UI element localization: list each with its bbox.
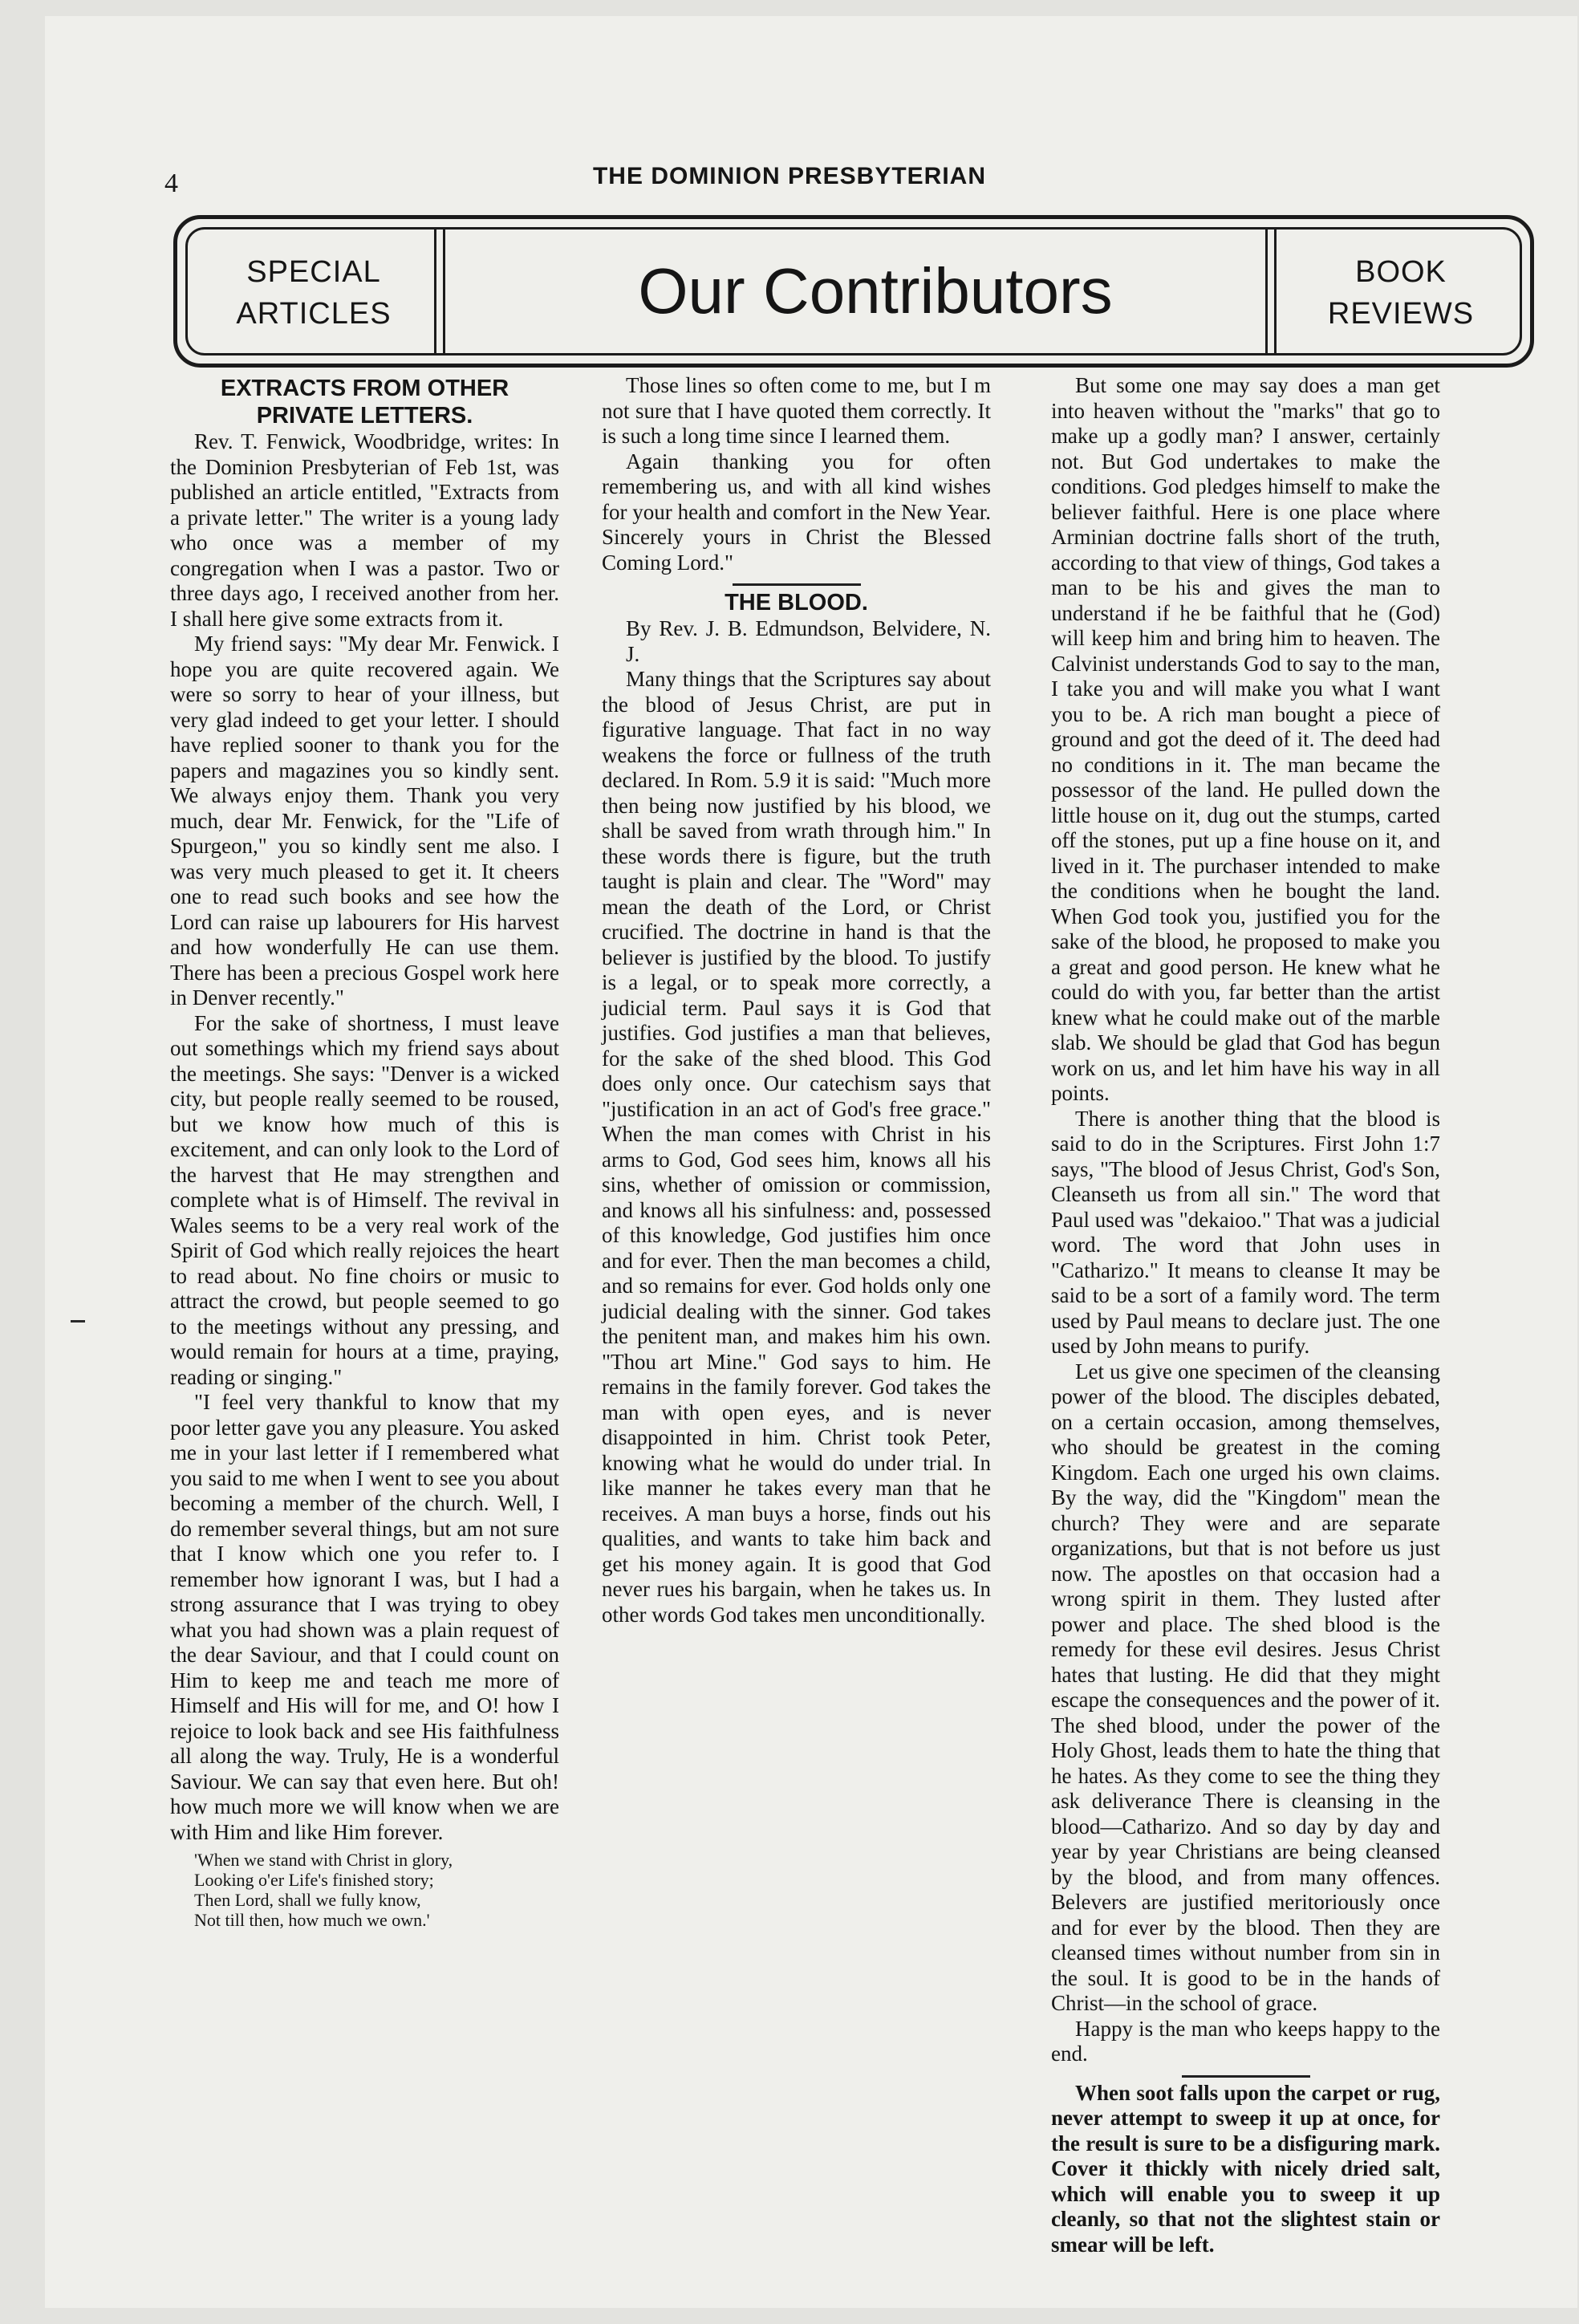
poem xyxy=(170,1850,559,1930)
banner-left-label xyxy=(193,251,434,335)
margin-mark xyxy=(71,1320,85,1322)
banner-left-line: SPECIAL xyxy=(246,255,381,289)
section-rule xyxy=(1182,2075,1310,2078)
paragraph: Many things that the Scriptures say about the blood of Jesus Christ, are put in figurative language. That fact in no way weakens the force or fullness of the truth declared. In Rom. 5.9 it is said: "Much more then being now justified by his blood, we shall be saved from wrath through him." In these words there is figure, but the truth taught is plain and clear. The "Word" may mean the death of the Lord, or Christ crucified. The doctrine in hand is that the believer is justified by the blood. To justify is a legal, or to speak more correctly, a judicial term. Paul says it is God that justifies. God justifies a man that believes, for the sake of the shed blood. This God does only once. Our catechism says that "justification in an act of God's free grace." When the man comes with Christ in his arms to God, God sees him, knows all his sins, whether of omission or commission, and knows all his sinfulness: and, possessed of this knowledge, God justifies him once and for ever. Then the man becomes a child, and so remains for ever. God holds only one judicial dealing with the sinner. God takes the penitent man, and makes him his own. "Thou art Mine." God says to him. He remains in the family forever. God takes the man with open eyes, and is never disappointed in him. Christ took Peter, knowing what he would do under trial. In like manner he takes every man that he receives. A man buys a horse, finds out his qualities, and wants to take him back and get his money again. It is good that God never rues his bargain, when he takes us. In other words God takes men unconditionally. xyxy=(602,667,991,1627)
paragraph: But some one may say does a man get into heaven without the "marks" that go to make up a godly man? I answer, certainly not. But God undertakes to make the conditions. God pledges himself to make the believer faithful. Here is one place where Arminian doctrine falls short of the truth, according to that view of things, God takes a man to be his and gives the man to understand if he be faithful that he (God) will keep him and bring him to heaven. The Calvinist understands God to say to the man, I take you and will make you what I want you to be. A rich man bought a piece of ground and got the deed of it. The deed had no conditions in it. The man became the possessor of the land. He pulled down the little house on it, dug out the stumps, carted off the stones, put up a fine house on it, and lived in it. The purchaser intended to make the conditions when he bought the land. When God took you, justified you for the sake of the blood, he proposed to make you a great and good person. He knew what he could do with you, far better than the artist knew what he could make out of the marble slab. We should be glad that God has begun work on us, and let him have his way in all points. xyxy=(1051,373,1440,1105)
banner-divider-right xyxy=(1265,227,1277,356)
page-number: 4 xyxy=(164,169,178,198)
article-heading: EXTRACTS FROM OTHER PRIVATE LETTERS. xyxy=(220,376,509,429)
banner-right-line: BOOK xyxy=(1355,255,1447,289)
paragraph: My friend says: "My dear Mr. Fenwick. I hope you are quite recovered again. We were so sorry to hear of your illness, but very glad indeed to get your letter. I should have replied sooner to thank you for the papers and magazines you so kindly sent. We always enjoy them. Thank you very much, dear Mr. Fenwick, for the "Life of Spurgeon," you so kindly sent me also. I was very much pleased to get it. It cheers one to read such books and see how the Lord can raise up labourers for His harvest and how wonderfully He can use them. There has been a precious Gospel work here in Denver recently." xyxy=(170,632,559,1010)
banner-right-label xyxy=(1281,251,1521,335)
banner-left-line: ARTICLES xyxy=(236,297,392,331)
paragraph: When soot falls upon the carpet or rug, never attempt to sweep it up at once, for the result is sure to be a disfiguring mark. Cover it thickly with nicely dried salt, which will enable you to sweep it up cleanly, so that not the slightest stain or smear will be left. xyxy=(1051,2080,1440,2257)
poem-line: Then Lord, shall we fully know, xyxy=(194,1890,421,1910)
paragraph: "I feel very thankful to know that my poor letter gave you any pleasure. You asked me in your last letter if I remembered what you said to me when I went to see you about becoming a member of the church. Well, I do remember several things, but am not sure that I know which one you refer to. I remember how ignorant I was, but I had a strong assurance that I was trying to obey what you had shown was a plain request of the dear Saviour, and that I could count on Him to keep me and teach me more of Himself and His will for me, and O! how I rejoice to look back and see His faithfulness all along the way. Truly, He is a wonderful Saviour. We can say that even here. But oh! how much more we will know when we are with Him and like Him forever. xyxy=(170,1390,559,1844)
paragraph: Rev. T. Fenwick, Woodbridge, writes: In the Dominion Presbyterian of Feb 1st, was published an article entitled, "Extracts from a private letter." The writer is a young lady who once was a member of my congregation when I was a pastor. Two or three days ago, I received another from her. I shall here give some extracts from it. xyxy=(170,429,559,631)
paragraph: There is another thing that the blood is said to do in the Scriptures. First John 1:7 says, "The blood of Jesus Christ, God's Son, Cleanseth us from all sin." The word that Paul used was "dekaioo." That was a judicial word. The word that John uses in "Catharizo." It means to cleanse It may be said to be a sort of a family word. The term used by Paul means to declare just. The one used by John means to purify. xyxy=(1051,1106,1440,1358)
poem-line: 'When we stand with Christ in glory, xyxy=(194,1850,453,1870)
banner-divider-left xyxy=(434,227,445,356)
section-rule xyxy=(733,583,861,586)
paragraph: Those lines so often come to me, but I m not sure that I have quoted them correctly. It is such a long time since I learned them. xyxy=(602,373,991,448)
paragraph: For the sake of shortness, I must leave out somethings which my friend says about the meetings. She says: "Denver is a wicked city, but people really seemed to be roused, but we know how much of this is excitement, and can only look to the Lord of the harvest that He may strengthen and complete what is of Himself. The revival in Wales seems to be a very real work of the Spirit of God which really rejoices the heart to read about. No fine choirs or music to attract the crowd, but people seemed to go to the meetings without any pressing, and would remain for hours at a time, praying, reading or singing." xyxy=(170,1010,559,1389)
poem-line: Looking o'er Life's finished story; xyxy=(194,1870,434,1890)
publication-title: THE DOMINION PRESBYTERIAN xyxy=(592,163,987,189)
column-2 xyxy=(602,373,991,1627)
column-1 xyxy=(170,373,559,1930)
household-notice xyxy=(1051,2081,1440,2258)
paragraph: Again thanking you for often remembering us, and with all kind wishes for your health and comfort in the New Year. Sincerely yours in Christ the Blessed Coming Lord." xyxy=(602,449,991,575)
paragraph: Let us give one specimen of the cleansing power of the blood. The disciples debated, on a certain occasion, among themselves, who should be greatest in the coming Kingdom. Each one urged his own claims. By the way, did the "Kingdom" mean the church? They were and are separate organizations, but that is not before us just now. The apostles on that occasion had a wrong spirit in them. They lusted after power and place. The shed blood is the remedy for these evil desires. Jesus Christ hates that lusting. He did that they might escape the consequences and the power of it. The shed blood, under the power of the Holy Ghost, leads them to hate the thing that he hates. As they come to see the thing they ask deliverance There is cleansing in the blood—Catharizo. And so day by day and year by year Christians are being cleansed by the blood, and from many offences. Belevers are justified meritoriously once and for ever by the blood. Then they are cleansed times without number from sin in the soul. It is good to be in the hands of Christ—in the school of grace. xyxy=(1051,1359,1440,2015)
poem-line: Not till then, how much we own.' xyxy=(194,1910,430,1930)
section-banner xyxy=(173,215,1534,368)
column-3 xyxy=(1051,373,1440,2257)
section-title: Our Contributors xyxy=(638,255,1113,327)
banner-right-line: REVIEWS xyxy=(1327,297,1475,331)
paragraph: Happy is the man who keeps happy to the end. xyxy=(1051,2016,1440,2066)
article-heading: THE BLOOD. xyxy=(725,590,868,616)
byline: By Rev. J. B. Edmundson, Belvidere, N. J. xyxy=(626,616,991,666)
